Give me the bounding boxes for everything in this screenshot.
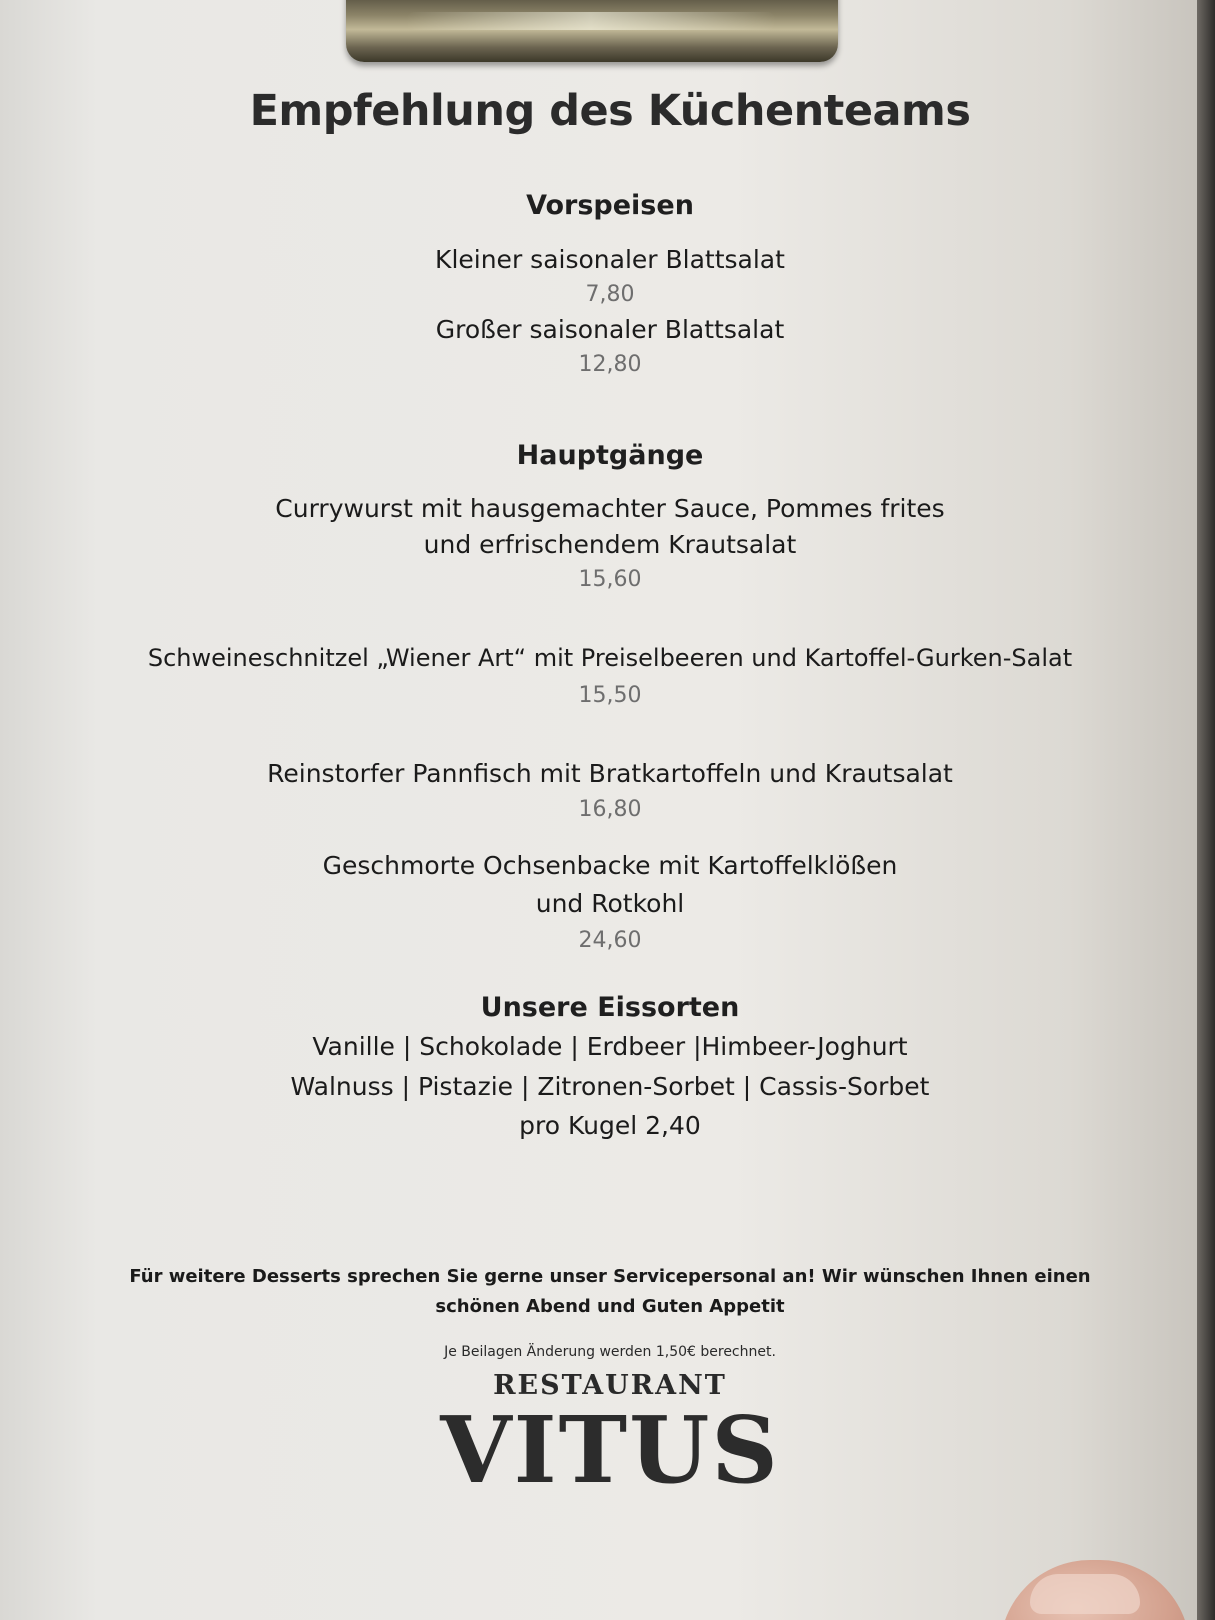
ice-flavors-line: Vanille | Schokolade | Erdbeer |Himbeer-Joghurt: [312, 1032, 908, 1061]
side-dish-note: Je Beilagen Änderung werden 1,50€ berechnet.: [444, 1344, 776, 1360]
dessert-note: Für weitere Desserts sprechen Sie gerne unser Servicepersonal an! Wir wünschen Ihnen einen: [129, 1266, 1091, 1287]
restaurant-logo: VITUS: [440, 1396, 780, 1504]
dish-price: 24,60: [578, 928, 642, 953]
dish-price: 7,80: [585, 282, 635, 307]
restaurant-label: RESTAURANT: [493, 1370, 727, 1401]
dish-name-continued: und erfrischendem Krautsalat: [423, 530, 797, 559]
dish-price: 12,80: [578, 352, 642, 377]
section-vorspeisen-heading: Vorspeisen: [526, 190, 694, 221]
ice-flavors-line: Walnuss | Pistazie | Zitronen-Sorbet | Cassis-Sorbet: [290, 1072, 930, 1101]
dish-name: Großer saisonaler Blattsalat: [435, 315, 785, 344]
menu-title: Empfehlung des Küchenteams: [249, 86, 971, 136]
dish-name: Geschmorte Ochsenbacke mit Kartoffelklößen: [322, 851, 898, 880]
clipboard-clip: [346, 0, 838, 62]
dish-name-continued: und Rotkohl: [535, 889, 685, 918]
dish-name: Kleiner saisonaler Blattsalat: [435, 245, 785, 274]
dish-price: 16,80: [578, 797, 642, 822]
dessert-note-continued: schönen Abend und Guten Appetit: [435, 1296, 785, 1317]
finger: [1000, 1560, 1190, 1620]
dish-name: Currywurst mit hausgemachter Sauce, Pommes frites: [275, 494, 945, 523]
clip-highlight: [406, 12, 776, 30]
dish-price: 15,50: [578, 683, 642, 708]
fingernail: [1030, 1574, 1140, 1614]
clipboard-edge: [1197, 0, 1215, 1620]
section-eissorten-heading: Unsere Eissorten: [480, 992, 740, 1023]
section-hauptgaenge-heading: Hauptgänge: [516, 440, 704, 471]
dish-price: 15,60: [578, 567, 642, 592]
dish-name: Reinstorfer Pannfisch mit Bratkartoffeln und Krautsalat: [267, 759, 953, 788]
ice-price: pro Kugel 2,40: [519, 1111, 701, 1140]
dish-name: Schweineschnitzel „Wiener Art“ mit Preiselbeeren und Kartoffel-Gurken-Salat: [147, 644, 1073, 672]
